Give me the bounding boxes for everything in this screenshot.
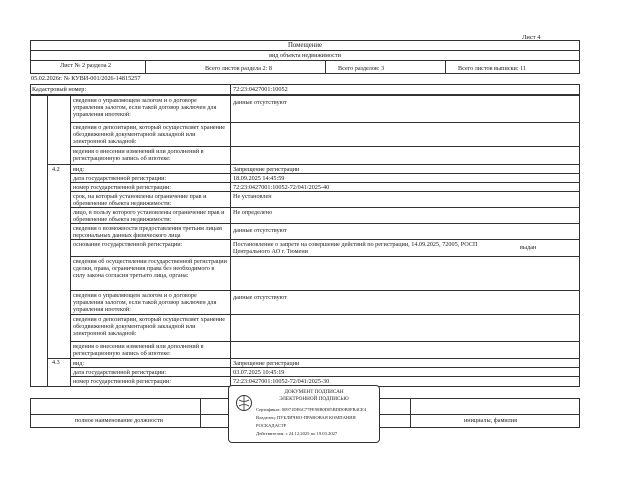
row-label: дата государственной регистрации:	[73, 175, 167, 182]
row-value: Не определено	[233, 209, 273, 216]
row-value: Не установлен	[233, 193, 272, 200]
stamp-title: ДОКУМЕНТ ПОДПИСАН	[284, 389, 344, 395]
row-label: лицо, в пользу которого установлены ограничение прав и обременение объекта недвижимости:	[73, 209, 225, 224]
initials-label: инициалы, фамилия	[464, 417, 517, 424]
document-title: Помещение	[287, 42, 323, 49]
row-label: основание государственной регистрации:	[73, 241, 183, 248]
sheets-in-section: Всего листов раздела 2: 8	[205, 65, 272, 72]
row-value: 18.09.2025 14:45:59	[233, 175, 285, 182]
row-value: данные отсутствуют	[233, 294, 287, 301]
stamp-owner: Владелец: ПУБЛИЧНО-ПРАВОВАЯ КОМПАНИЯ	[256, 415, 356, 420]
row-value: Постановление о запрете на совершение действий по регистрации, 14.09.2025, 72005, РОСП Центрального АО г. Тюмени	[233, 241, 478, 256]
row-label: сведения об осуществлении государственной регистрации сделки, права, ограничения права без необходимого в силу закона согласия третьего лица, органа:	[73, 258, 227, 280]
electronic-signature-stamp	[228, 385, 380, 443]
emblem-icon	[235, 394, 253, 414]
row-label: сведения о управляющем залогом и о договоре управления залогом, если такой договор заключен для управления ипотекой:	[73, 97, 217, 119]
row-label: ведения о внесении изменений или дополнений в регистрационную запись об ипотеке:	[73, 343, 204, 358]
row-value: данные отсутствуют	[233, 99, 287, 106]
object-type: вид объекта недвижимости	[269, 52, 341, 59]
cadastral-row	[30, 84, 580, 95]
row-label: номер государственной регистрации:	[73, 378, 171, 385]
row-value: Запрещение регистрации	[233, 166, 300, 173]
sheet-number: Лист № 2 раздела 2	[60, 62, 112, 69]
position-label: полное наименование должности	[75, 417, 163, 424]
sheets-total: Всего листов выписки: 11	[458, 65, 527, 72]
row-value: данные отсутствуют	[233, 227, 287, 234]
row-label: сведения о депозитарии, который осуществляет хранение обездвиженной документарной закладной или электронной закладной:	[73, 124, 226, 146]
entry-number: 4.2	[52, 166, 60, 173]
row-label: сведения о возможности предоставления третьим лицам персональных данных физического лица	[73, 225, 222, 240]
row-value: 72:23:0427001:10052-72/041/2025-40	[233, 184, 330, 191]
row-value: 72:23:0427001:10052-72/041/2025-30	[233, 378, 330, 385]
sections-total: Всего разделов: 3	[338, 65, 385, 72]
entry-number: 4.3	[52, 359, 60, 366]
row-label: номер государственной регистрации:	[73, 184, 171, 191]
row-value: 03.07.2025 10:45:19	[233, 369, 285, 376]
document-reference: 05.02.2026г. № КУВИ-001/2026-14815257	[31, 75, 141, 82]
cadastral-value: 72:23:0427001:10052	[233, 86, 288, 93]
stamp-certificate: Сертификат: 00971DE6C77FE90B0D05BDD0B0FB4CE4	[256, 407, 367, 412]
row-value-extra: выдан	[520, 244, 537, 251]
stamp-valid: Действителен: с 24.12.2025 по 19.03.2027	[256, 431, 338, 436]
row-label: сведения о депозитарии, который осуществляет хранение обездвиженной документарной закладной или электронной закладной:	[73, 316, 226, 338]
row-value: Запрещение регистрации	[233, 360, 300, 367]
row-label: ведения о внесении изменений или дополнений в регистрационную запись об ипотеке:	[73, 148, 204, 163]
row-label: вид:	[73, 360, 85, 367]
stamp-org: РОСКАДАСТР	[256, 423, 287, 428]
page-label: Лист 4	[522, 34, 541, 41]
row-label: дата государственной регистрации:	[73, 369, 167, 376]
row-label: вид:	[73, 166, 85, 173]
row-label: сведения о управляющем залогом и о договоре управления залогом, если такой договор заключен для управления ипотекой:	[73, 292, 217, 314]
row-label: срок, на который установлены ограничение прав и обременение объекта недвижимости:	[73, 193, 207, 208]
cadastral-label: Кадастровый номер:	[32, 86, 87, 93]
stamp-subtitle: ЭЛЕКТРОННОЙ ПОДПИСЬЮ	[279, 396, 349, 402]
